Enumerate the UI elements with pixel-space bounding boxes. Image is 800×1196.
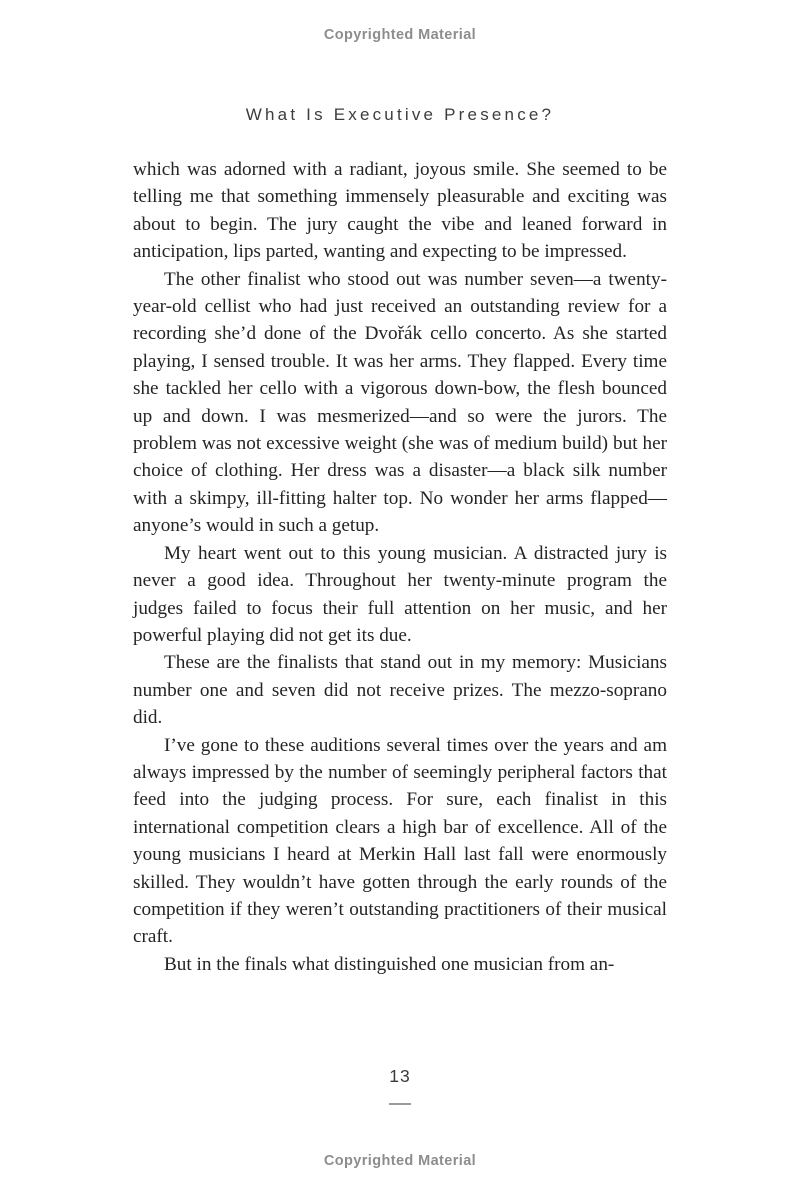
chapter-running-head: What Is Executive Presence? <box>245 105 555 124</box>
paragraph: These are the finalists that stand out in my memory: Musicians number one and seven did not receive prizes. The mezzo-soprano did. <box>133 652 667 729</box>
copyright-notice-top: Copyrighted Material <box>323 27 477 43</box>
paragraph: The other finalist who stood out was number seven—a twenty-year-old cellist who had just received an outstanding review for a recording she’d done of the Dvořák cello concerto. As she started playing, I sensed trouble. It was her arms. They flapped. Every time she tackled her cello with a vigorous down-bow, the flesh bounced up and down. I was mesmerized—and so were the jurors. The problem was not excessive weight (she was of medium build) but her choice of clothing. Her dress was a disaster—a black silk number with a skimpy, ill-fitting halter top. No wonder her arms flapped—anyone’s would in such a getup. <box>133 268 667 537</box>
copyright-notice-bottom: Copyrighted Material <box>323 1153 477 1169</box>
paragraph: But in the finals what distinguished one musician from an- <box>164 953 615 975</box>
paragraph: My heart went out to this young musician. A distracted jury is never a good idea. Throughout her twenty-minute program the judges failed to focus their full attention on her music, and her powerful playing did not get its due. <box>133 542 667 646</box>
paragraph: I’ve gone to these auditions several times over the years and am always impressed by the number of seemingly peripheral factors that feed into the judging process. For sure, each finalist in this international competition clears a high bar of excellence. All of the young musicians I heard at Merkin Hall last fall were enormously skilled. They wouldn’t have gotten through the early rounds of the competition if they weren’t outstanding practitioners of their musical craft. <box>133 734 667 948</box>
page-number: 13 <box>389 1066 411 1086</box>
page-number-rule <box>389 1103 411 1105</box>
body-text-column <box>133 156 667 978</box>
paragraph: which was adorned with a radiant, joyous smile. She seemed to be telling me that something immensely pleasurable and exciting was about to begin. The jury caught the vibe and leaned forward in anticipation, lips parted, wanting and expecting to be impressed. <box>133 159 667 263</box>
